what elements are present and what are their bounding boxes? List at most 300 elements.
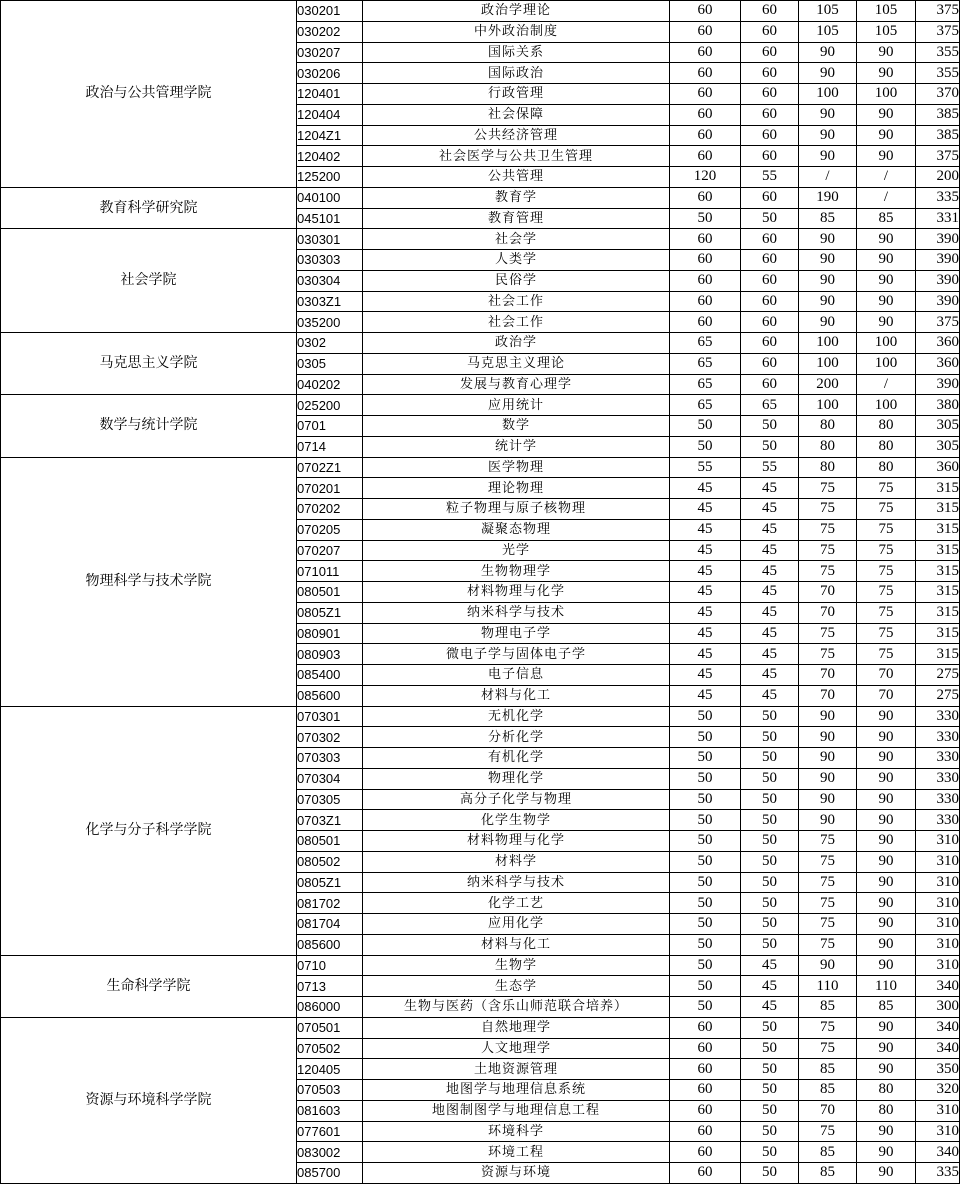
major-name: 材料物理与化学 <box>363 582 670 603</box>
major-name: 物理电子学 <box>363 623 670 644</box>
politics-score: 45 <box>670 665 741 686</box>
major-code: 0710 <box>297 955 363 976</box>
total-score: 300 <box>916 997 960 1018</box>
major-name: 自然地理学 <box>363 1017 670 1038</box>
college-name: 马克思主义学院 <box>1 333 297 395</box>
subject-one-score: 105 <box>799 1 857 22</box>
major-code: 125200 <box>297 167 363 188</box>
politics-score: 120 <box>670 167 741 188</box>
major-code: 0305 <box>297 353 363 374</box>
subject-two-score: 75 <box>857 582 916 603</box>
table-row <box>1 1 960 22</box>
foreign-language-score: 60 <box>741 333 799 354</box>
subject-two-score: 90 <box>857 831 916 852</box>
major-name: 人类学 <box>363 250 670 271</box>
total-score: 331 <box>916 208 960 229</box>
subject-two-score: 90 <box>857 1038 916 1059</box>
foreign-language-score: 60 <box>741 353 799 374</box>
major-name: 分析化学 <box>363 727 670 748</box>
major-name: 国际关系 <box>363 42 670 63</box>
foreign-language-score: 45 <box>741 665 799 686</box>
major-code: 025200 <box>297 395 363 416</box>
foreign-language-score: 45 <box>741 644 799 665</box>
table-row <box>1 229 960 250</box>
politics-score: 65 <box>670 333 741 354</box>
foreign-language-score: 50 <box>741 748 799 769</box>
total-score: 360 <box>916 457 960 478</box>
table-row <box>1 955 960 976</box>
major-code: 120401 <box>297 84 363 105</box>
subject-one-score: 75 <box>799 1017 857 1038</box>
major-name: 电子信息 <box>363 665 670 686</box>
subject-one-score: 80 <box>799 457 857 478</box>
total-score: 315 <box>916 561 960 582</box>
politics-score: 60 <box>670 1142 741 1163</box>
politics-score: 50 <box>670 727 741 748</box>
politics-score: 60 <box>670 104 741 125</box>
major-code: 077601 <box>297 1121 363 1142</box>
subject-one-score: 90 <box>799 104 857 125</box>
major-code: 030202 <box>297 21 363 42</box>
major-name: 纳米科学与技术 <box>363 602 670 623</box>
college-name: 化学与分子科学学院 <box>1 706 297 955</box>
major-name: 生物与医药（含乐山师范联合培养） <box>363 997 670 1018</box>
total-score: 275 <box>916 665 960 686</box>
total-score: 305 <box>916 416 960 437</box>
major-code: 080501 <box>297 831 363 852</box>
foreign-language-score: 65 <box>741 395 799 416</box>
subject-two-score: 75 <box>857 478 916 499</box>
subject-one-score: 75 <box>799 934 857 955</box>
subject-two-score: 90 <box>857 934 916 955</box>
subject-one-score: 75 <box>799 519 857 540</box>
politics-score: 45 <box>670 561 741 582</box>
foreign-language-score: 50 <box>741 727 799 748</box>
politics-score: 60 <box>670 1121 741 1142</box>
subject-two-score: 75 <box>857 623 916 644</box>
subject-two-score: 80 <box>857 457 916 478</box>
foreign-language-score: 50 <box>741 1038 799 1059</box>
foreign-language-score: 45 <box>741 976 799 997</box>
total-score: 350 <box>916 1059 960 1080</box>
major-name: 材料与化工 <box>363 934 670 955</box>
subject-two-score: 90 <box>857 1121 916 1142</box>
major-name: 理论物理 <box>363 478 670 499</box>
foreign-language-score: 60 <box>741 63 799 84</box>
major-name: 微电子学与固体电子学 <box>363 644 670 665</box>
subject-two-score: 90 <box>857 1017 916 1038</box>
major-name: 地图学与地理信息系统 <box>363 1080 670 1101</box>
major-name: 化学工艺 <box>363 893 670 914</box>
subject-one-score: 80 <box>799 436 857 457</box>
subject-one-score: 90 <box>799 768 857 789</box>
major-name: 政治学 <box>363 333 670 354</box>
total-score: 355 <box>916 63 960 84</box>
total-score: 315 <box>916 602 960 623</box>
subject-two-score: 90 <box>857 851 916 872</box>
subject-one-score: 75 <box>799 914 857 935</box>
major-name: 社会工作 <box>363 291 670 312</box>
total-score: 315 <box>916 499 960 520</box>
major-name: 无机化学 <box>363 706 670 727</box>
foreign-language-score: 60 <box>741 250 799 271</box>
foreign-language-score: 50 <box>741 1142 799 1163</box>
politics-score: 65 <box>670 395 741 416</box>
major-name: 土地资源管理 <box>363 1059 670 1080</box>
politics-score: 60 <box>670 312 741 333</box>
subject-one-score: 90 <box>799 42 857 63</box>
total-score: 310 <box>916 893 960 914</box>
politics-score: 45 <box>670 685 741 706</box>
foreign-language-score: 45 <box>741 499 799 520</box>
politics-score: 50 <box>670 436 741 457</box>
subject-one-score: 75 <box>799 478 857 499</box>
subject-one-score: 90 <box>799 789 857 810</box>
total-score: 275 <box>916 685 960 706</box>
foreign-language-score: 45 <box>741 561 799 582</box>
major-code: 030201 <box>297 1 363 22</box>
total-score: 375 <box>916 21 960 42</box>
subject-two-score: 75 <box>857 519 916 540</box>
major-code: 081702 <box>297 893 363 914</box>
total-score: 315 <box>916 582 960 603</box>
total-score: 340 <box>916 1017 960 1038</box>
subject-one-score: 110 <box>799 976 857 997</box>
major-name: 医学物理 <box>363 457 670 478</box>
politics-score: 60 <box>670 291 741 312</box>
subject-two-score: 90 <box>857 146 916 167</box>
foreign-language-score: 50 <box>741 831 799 852</box>
politics-score: 50 <box>670 208 741 229</box>
subject-two-score: / <box>857 167 916 188</box>
subject-two-score: 90 <box>857 789 916 810</box>
total-score: 330 <box>916 727 960 748</box>
major-name: 公共经济管理 <box>363 125 670 146</box>
total-score: 335 <box>916 187 960 208</box>
subject-one-score: 200 <box>799 374 857 395</box>
major-name: 教育管理 <box>363 208 670 229</box>
major-code: 035200 <box>297 312 363 333</box>
foreign-language-score: 50 <box>741 416 799 437</box>
subject-two-score: 80 <box>857 1100 916 1121</box>
politics-score: 60 <box>670 63 741 84</box>
politics-score: 50 <box>670 706 741 727</box>
major-code: 040202 <box>297 374 363 395</box>
foreign-language-score: 50 <box>741 1080 799 1101</box>
subject-two-score: 90 <box>857 250 916 271</box>
table-row <box>1 457 960 478</box>
major-code: 085600 <box>297 685 363 706</box>
subject-two-score: 90 <box>857 1163 916 1184</box>
politics-score: 50 <box>670 851 741 872</box>
subject-two-score: 75 <box>857 540 916 561</box>
subject-two-score: 90 <box>857 748 916 769</box>
total-score: 340 <box>916 1142 960 1163</box>
foreign-language-score: 50 <box>741 893 799 914</box>
foreign-language-score: 55 <box>741 167 799 188</box>
politics-score: 50 <box>670 748 741 769</box>
politics-score: 60 <box>670 1038 741 1059</box>
total-score: 310 <box>916 872 960 893</box>
politics-score: 50 <box>670 768 741 789</box>
subject-two-score: 75 <box>857 644 916 665</box>
foreign-language-score: 60 <box>741 146 799 167</box>
subject-two-score: 90 <box>857 706 916 727</box>
total-score: 390 <box>916 229 960 250</box>
subject-two-score: 75 <box>857 561 916 582</box>
subject-two-score: 100 <box>857 84 916 105</box>
subject-one-score: 190 <box>799 187 857 208</box>
politics-score: 60 <box>670 125 741 146</box>
subject-one-score: 90 <box>799 706 857 727</box>
foreign-language-score: 50 <box>741 789 799 810</box>
major-name: 凝聚态物理 <box>363 519 670 540</box>
subject-one-score: 100 <box>799 353 857 374</box>
subject-two-score: 90 <box>857 270 916 291</box>
foreign-language-score: 60 <box>741 187 799 208</box>
politics-score: 45 <box>670 499 741 520</box>
foreign-language-score: 60 <box>741 84 799 105</box>
major-name: 材料学 <box>363 851 670 872</box>
politics-score: 60 <box>670 1059 741 1080</box>
total-score: 385 <box>916 125 960 146</box>
major-code: 080501 <box>297 582 363 603</box>
total-score: 315 <box>916 478 960 499</box>
subject-two-score: 90 <box>857 810 916 831</box>
table-row <box>1 395 960 416</box>
total-score: 390 <box>916 270 960 291</box>
major-name: 环境科学 <box>363 1121 670 1142</box>
major-code: 120402 <box>297 146 363 167</box>
subject-two-score: 85 <box>857 208 916 229</box>
politics-score: 60 <box>670 250 741 271</box>
subject-one-score: 70 <box>799 602 857 623</box>
total-score: 310 <box>916 1100 960 1121</box>
total-score: 310 <box>916 914 960 935</box>
major-name: 地图制图学与地理信息工程 <box>363 1100 670 1121</box>
major-code: 0303Z1 <box>297 291 363 312</box>
major-name: 粒子物理与原子核物理 <box>363 499 670 520</box>
foreign-language-score: 50 <box>741 1121 799 1142</box>
subject-two-score: / <box>857 187 916 208</box>
major-code: 0302 <box>297 333 363 354</box>
total-score: 315 <box>916 644 960 665</box>
subject-two-score: 90 <box>857 291 916 312</box>
major-name: 民俗学 <box>363 270 670 291</box>
major-code: 120405 <box>297 1059 363 1080</box>
subject-two-score: 90 <box>857 768 916 789</box>
politics-score: 60 <box>670 1100 741 1121</box>
foreign-language-score: 60 <box>741 291 799 312</box>
politics-score: 60 <box>670 21 741 42</box>
total-score: 200 <box>916 167 960 188</box>
foreign-language-score: 60 <box>741 270 799 291</box>
major-code: 080903 <box>297 644 363 665</box>
subject-one-score: 85 <box>799 997 857 1018</box>
total-score: 390 <box>916 291 960 312</box>
foreign-language-score: 50 <box>741 914 799 935</box>
major-name: 有机化学 <box>363 748 670 769</box>
total-score: 315 <box>916 540 960 561</box>
total-score: 390 <box>916 250 960 271</box>
subject-two-score: 90 <box>857 727 916 748</box>
foreign-language-score: 60 <box>741 104 799 125</box>
subject-one-score: 75 <box>799 623 857 644</box>
major-name: 社会学 <box>363 229 670 250</box>
subject-two-score: 90 <box>857 63 916 84</box>
politics-score: 60 <box>670 229 741 250</box>
subject-two-score: 80 <box>857 436 916 457</box>
foreign-language-score: 45 <box>741 602 799 623</box>
subject-one-score: / <box>799 167 857 188</box>
politics-score: 50 <box>670 872 741 893</box>
major-name: 应用化学 <box>363 914 670 935</box>
subject-two-score: / <box>857 374 916 395</box>
major-name: 资源与环境 <box>363 1163 670 1184</box>
major-code: 070302 <box>297 727 363 748</box>
total-score: 310 <box>916 1121 960 1142</box>
subject-one-score: 75 <box>799 1121 857 1142</box>
foreign-language-score: 50 <box>741 810 799 831</box>
total-score: 375 <box>916 146 960 167</box>
politics-score: 50 <box>670 416 741 437</box>
total-score: 340 <box>916 976 960 997</box>
subject-one-score: 70 <box>799 665 857 686</box>
table-body <box>1 1 960 1184</box>
total-score: 330 <box>916 768 960 789</box>
major-code: 070207 <box>297 540 363 561</box>
college-name: 数学与统计学院 <box>1 395 297 457</box>
subject-one-score: 90 <box>799 250 857 271</box>
major-name: 生态学 <box>363 976 670 997</box>
politics-score: 45 <box>670 519 741 540</box>
table-row <box>1 706 960 727</box>
politics-score: 45 <box>670 644 741 665</box>
subject-one-score: 75 <box>799 851 857 872</box>
subject-one-score: 75 <box>799 872 857 893</box>
major-code: 070301 <box>297 706 363 727</box>
politics-score: 50 <box>670 893 741 914</box>
politics-score: 45 <box>670 540 741 561</box>
subject-one-score: 75 <box>799 499 857 520</box>
major-name: 人文地理学 <box>363 1038 670 1059</box>
foreign-language-score: 60 <box>741 125 799 146</box>
politics-score: 50 <box>670 976 741 997</box>
subject-two-score: 100 <box>857 333 916 354</box>
foreign-language-score: 45 <box>741 955 799 976</box>
politics-score: 55 <box>670 457 741 478</box>
major-name: 高分子化学与物理 <box>363 789 670 810</box>
major-name: 统计学 <box>363 436 670 457</box>
major-name: 材料物理与化学 <box>363 831 670 852</box>
subject-one-score: 90 <box>799 312 857 333</box>
foreign-language-score: 50 <box>741 768 799 789</box>
major-name: 社会工作 <box>363 312 670 333</box>
foreign-language-score: 45 <box>741 997 799 1018</box>
major-code: 085600 <box>297 934 363 955</box>
subject-two-score: 70 <box>857 665 916 686</box>
major-code: 070303 <box>297 748 363 769</box>
subject-two-score: 85 <box>857 997 916 1018</box>
total-score: 310 <box>916 831 960 852</box>
subject-two-score: 90 <box>857 42 916 63</box>
subject-one-score: 100 <box>799 395 857 416</box>
foreign-language-score: 60 <box>741 312 799 333</box>
politics-score: 50 <box>670 955 741 976</box>
foreign-language-score: 55 <box>741 457 799 478</box>
major-name: 生物物理学 <box>363 561 670 582</box>
politics-score: 60 <box>670 42 741 63</box>
subject-one-score: 70 <box>799 1100 857 1121</box>
foreign-language-score: 50 <box>741 1059 799 1080</box>
subject-one-score: 90 <box>799 810 857 831</box>
major-code: 0714 <box>297 436 363 457</box>
total-score: 330 <box>916 706 960 727</box>
total-score: 340 <box>916 1038 960 1059</box>
major-name: 化学生物学 <box>363 810 670 831</box>
foreign-language-score: 50 <box>741 706 799 727</box>
subject-two-score: 100 <box>857 353 916 374</box>
major-code: 1204Z1 <box>297 125 363 146</box>
total-score: 330 <box>916 789 960 810</box>
table-row <box>1 187 960 208</box>
foreign-language-score: 50 <box>741 208 799 229</box>
major-name: 环境工程 <box>363 1142 670 1163</box>
major-code: 030206 <box>297 63 363 84</box>
total-score: 360 <box>916 333 960 354</box>
total-score: 375 <box>916 1 960 22</box>
foreign-language-score: 45 <box>741 685 799 706</box>
foreign-language-score: 50 <box>741 934 799 955</box>
politics-score: 60 <box>670 146 741 167</box>
total-score: 390 <box>916 374 960 395</box>
table-row <box>1 1017 960 1038</box>
major-code: 070201 <box>297 478 363 499</box>
major-code: 030207 <box>297 42 363 63</box>
subject-one-score: 90 <box>799 63 857 84</box>
foreign-language-score: 45 <box>741 540 799 561</box>
foreign-language-score: 50 <box>741 1163 799 1184</box>
total-score: 315 <box>916 623 960 644</box>
subject-one-score: 70 <box>799 685 857 706</box>
college-name: 政治与公共管理学院 <box>1 1 297 188</box>
foreign-language-score: 60 <box>741 42 799 63</box>
major-name: 马克思主义理论 <box>363 353 670 374</box>
subject-one-score: 90 <box>799 270 857 291</box>
subject-one-score: 90 <box>799 291 857 312</box>
subject-two-score: 70 <box>857 685 916 706</box>
major-code: 085700 <box>297 1163 363 1184</box>
total-score: 335 <box>916 1163 960 1184</box>
major-code: 081603 <box>297 1100 363 1121</box>
subject-one-score: 75 <box>799 1038 857 1059</box>
foreign-language-score: 60 <box>741 21 799 42</box>
major-name: 应用统计 <box>363 395 670 416</box>
major-code: 0702Z1 <box>297 457 363 478</box>
subject-one-score: 90 <box>799 229 857 250</box>
foreign-language-score: 60 <box>741 229 799 250</box>
total-score: 370 <box>916 84 960 105</box>
major-name: 教育学 <box>363 187 670 208</box>
major-code: 0713 <box>297 976 363 997</box>
major-code: 030303 <box>297 250 363 271</box>
major-code: 083002 <box>297 1142 363 1163</box>
foreign-language-score: 50 <box>741 851 799 872</box>
major-code: 070205 <box>297 519 363 540</box>
subject-one-score: 90 <box>799 146 857 167</box>
total-score: 305 <box>916 436 960 457</box>
major-name: 公共管理 <box>363 167 670 188</box>
